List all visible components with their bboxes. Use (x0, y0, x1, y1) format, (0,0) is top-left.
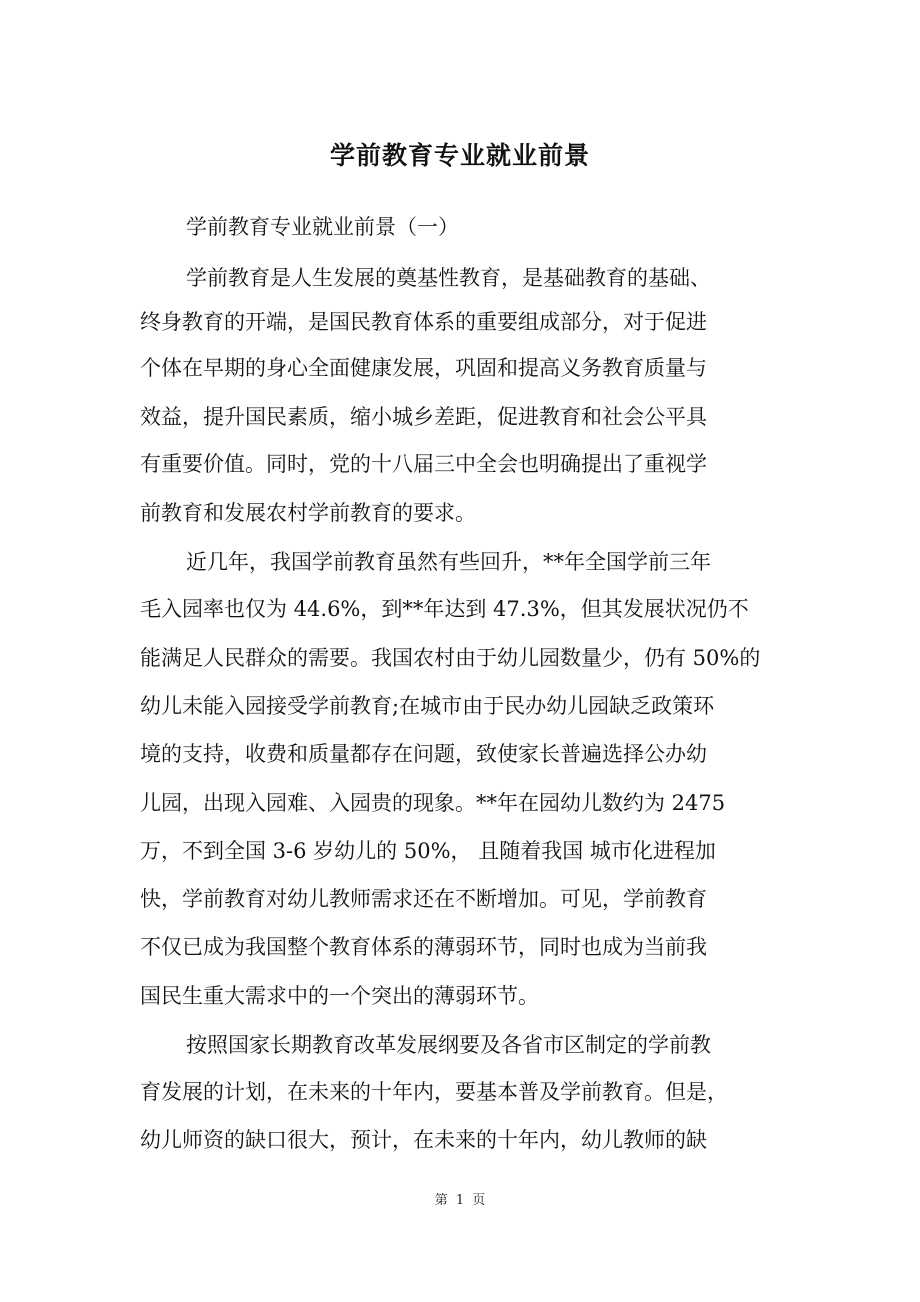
paragraph-1-line-3: 个体在早期的身心全面健康发展，巩固和提高义务教育质量与 (140, 356, 707, 380)
document-title: 学前教育专业就业前景 (329, 141, 590, 170)
paragraph-2-line-2: 毛入园率也仅为 44.6%，到**年达到 47.3%，但其发展状况仍不 (140, 597, 749, 621)
paragraph-2-line-6: 儿园，出现入园难、入园贵的现象。**年在园幼儿数约为 2475 (140, 791, 726, 815)
paragraph-2-line-4: 幼儿未能入园接受学前教育;在城市由于民办幼儿园缺乏政策环 (140, 694, 715, 718)
paragraph-2-line-8: 快，学前教育对幼儿教师需求还在不断增加。可见，学前教育 (140, 887, 707, 911)
paragraph-2-line-10: 国民生重大需求中的一个突出的薄弱环节。 (140, 984, 539, 1008)
paragraph-3-line-3: 幼儿师资的缺口很大，预计，在未来的十年内，幼儿教师的缺 (140, 1128, 707, 1152)
paragraph-3-line-2: 育发展的计划，在未来的十年内，要基本普及学前教育。但是， (140, 1080, 728, 1104)
paragraph-1-line-2: 终身教育的开端，是国民教育体系的重要组成部分，对于促进 (140, 310, 707, 334)
paragraph-2-line-9: 不仅已成为我国整个教育体系的薄弱环节，同时也成为当前我 (140, 935, 707, 959)
paragraph-1-line-6: 前教育和发展农村学前教育的要求。 (140, 501, 476, 525)
section-heading: 学前教育专业就业前景（一） (186, 215, 459, 239)
paragraph-1-line-5: 有重要价值。同时，党的十八届三中全会也明确提出了重视学 (140, 452, 707, 476)
paragraph-2-line-1: 近几年，我国学前教育虽然有些回升，**年全国学前三年 (186, 550, 711, 574)
paragraph-3-line-1: 按照国家长期教育改革发展纲要及各省市区制定的学前教 (186, 1033, 711, 1057)
paragraph-2-line-7: 万，不到全国 3-6 岁幼儿的 50%， 且随着我国 城市化进程加 (140, 839, 716, 863)
footer-suffix: 页 (472, 1193, 486, 1208)
footer-prefix: 第 (434, 1193, 448, 1208)
page-number: 1 (455, 1193, 465, 1208)
paragraph-1-line-4: 效益，提升国民素质，缩小城乡差距，促进教育和社会公平具 (140, 405, 707, 429)
paragraph-1-line-1: 学前教育是人生发展的奠基性教育，是基础教育的基础、 (186, 266, 711, 290)
page-footer (0, 1192, 920, 1210)
paragraph-2-line-3: 能满足人民群众的需要。我国农村由于幼儿园数量少，仍有 50%的 (140, 646, 761, 670)
paragraph-2-line-5: 境的支持，收费和质量都存在问题，致使家长普遍选择公办幼 (140, 742, 707, 766)
